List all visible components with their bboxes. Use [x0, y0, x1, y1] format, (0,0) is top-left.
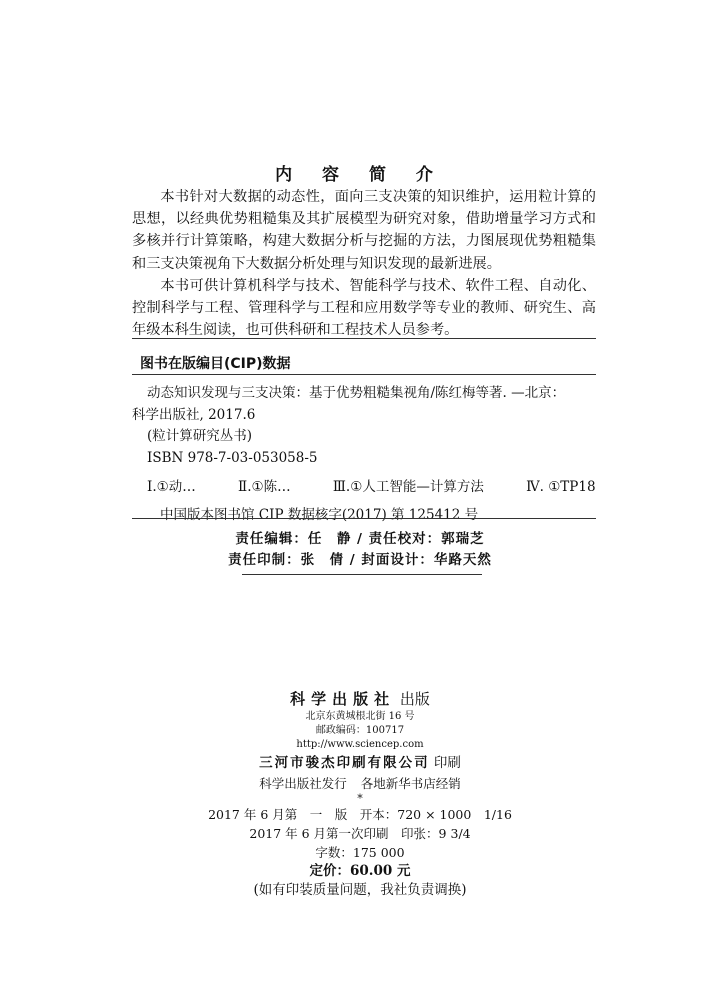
intro-body — [132, 186, 596, 341]
retailer: 各地新华书店经销 — [360, 776, 461, 791]
cip-record — [132, 383, 596, 526]
distributor: 科学出版社发行 — [259, 776, 347, 791]
publisher-address: 北京东黄城根北街 16 号 — [305, 711, 415, 722]
publisher-name: 科学出版社 — [290, 690, 396, 708]
intro-paragraph: 本书可供计算机科学与技术、智能科学与技术、软件工程、自动化、控制科学与工程、管理科学与工程和应用数学等专业的教师、研究生、高年级本科生阅读，也可供科研和工程技术人员参考。 — [132, 277, 596, 339]
divider — [132, 338, 596, 339]
divider — [132, 374, 596, 375]
publisher-suffix: 出版 — [399, 690, 430, 708]
edition-line: 2017 年 6 月第 一 版 开本：720 × 1000 1/16 — [208, 807, 512, 822]
colophon — [0, 688, 720, 900]
cip-line: ISBN 978-7-03-053058-5 — [147, 449, 318, 466]
word-count: 字数：175 000 — [315, 845, 405, 860]
publisher-url: http://www.sciencep.com — [296, 739, 424, 750]
cip-line: 科学出版社, 2017.6 — [132, 406, 256, 423]
printer-name: 三河市骏杰印刷有限公司 — [259, 755, 430, 771]
cip-heading: 图书在版编目(CIP)数据 — [140, 356, 291, 372]
editor-line: 责任编辑：任 静 / 责任校对：郭瑞芝 — [235, 531, 485, 547]
intro-paragraph: 本书针对大数据的动态性，面向三支决策的知识维护，运用粒计算的思想，以经典优势粗糙集及其扩展模型为研究对象，借助增量学习方式和多核并行计算策略，构建大数据分析与挖掘的方法，力图展现优势粗糙集和三支决策视角下大数据分析处理与知识发现的最新进展。 — [132, 189, 596, 272]
divider — [242, 574, 482, 575]
printing-line: 2017 年 6 月第一次印刷 印张：9 3/4 — [249, 826, 471, 841]
printer-line — [0, 752, 720, 774]
cip-class: Ⅰ.①动… — [147, 479, 196, 495]
intro-title: 内 容 简 介 — [275, 165, 445, 185]
divider — [132, 518, 596, 519]
distribution-line — [0, 774, 720, 793]
cip-class: Ⅱ.①陈… — [238, 479, 291, 495]
cip-class: Ⅳ. ①TP18 — [526, 479, 596, 495]
publisher-postcode: 邮政编码：100717 — [315, 725, 405, 736]
cip-line: 动态知识发现与三支决策：基于优势粗糙集视角/陈红梅等著. —北京： — [147, 385, 566, 401]
printer-suffix: 印刷 — [433, 755, 461, 771]
cip-class: Ⅲ.①人工智能—计算方法 — [332, 479, 484, 495]
editor-credits — [0, 529, 720, 571]
publisher-line — [0, 688, 720, 710]
editor-line: 责任印制：张 倩 / 封面设计：华路天然 — [228, 552, 492, 568]
cip-line: (粒计算研究丛书) — [147, 428, 253, 444]
separator-star: * — [357, 792, 363, 805]
cip-classifications — [132, 477, 596, 499]
cip-verification: 中国版本图书馆 CIP 数据核字(2017) 第 125412 号 — [160, 506, 479, 523]
quality-note: (如有印装质量问题，我社负责调换) — [253, 882, 467, 898]
price: 定价：60.00 元 — [309, 863, 411, 879]
